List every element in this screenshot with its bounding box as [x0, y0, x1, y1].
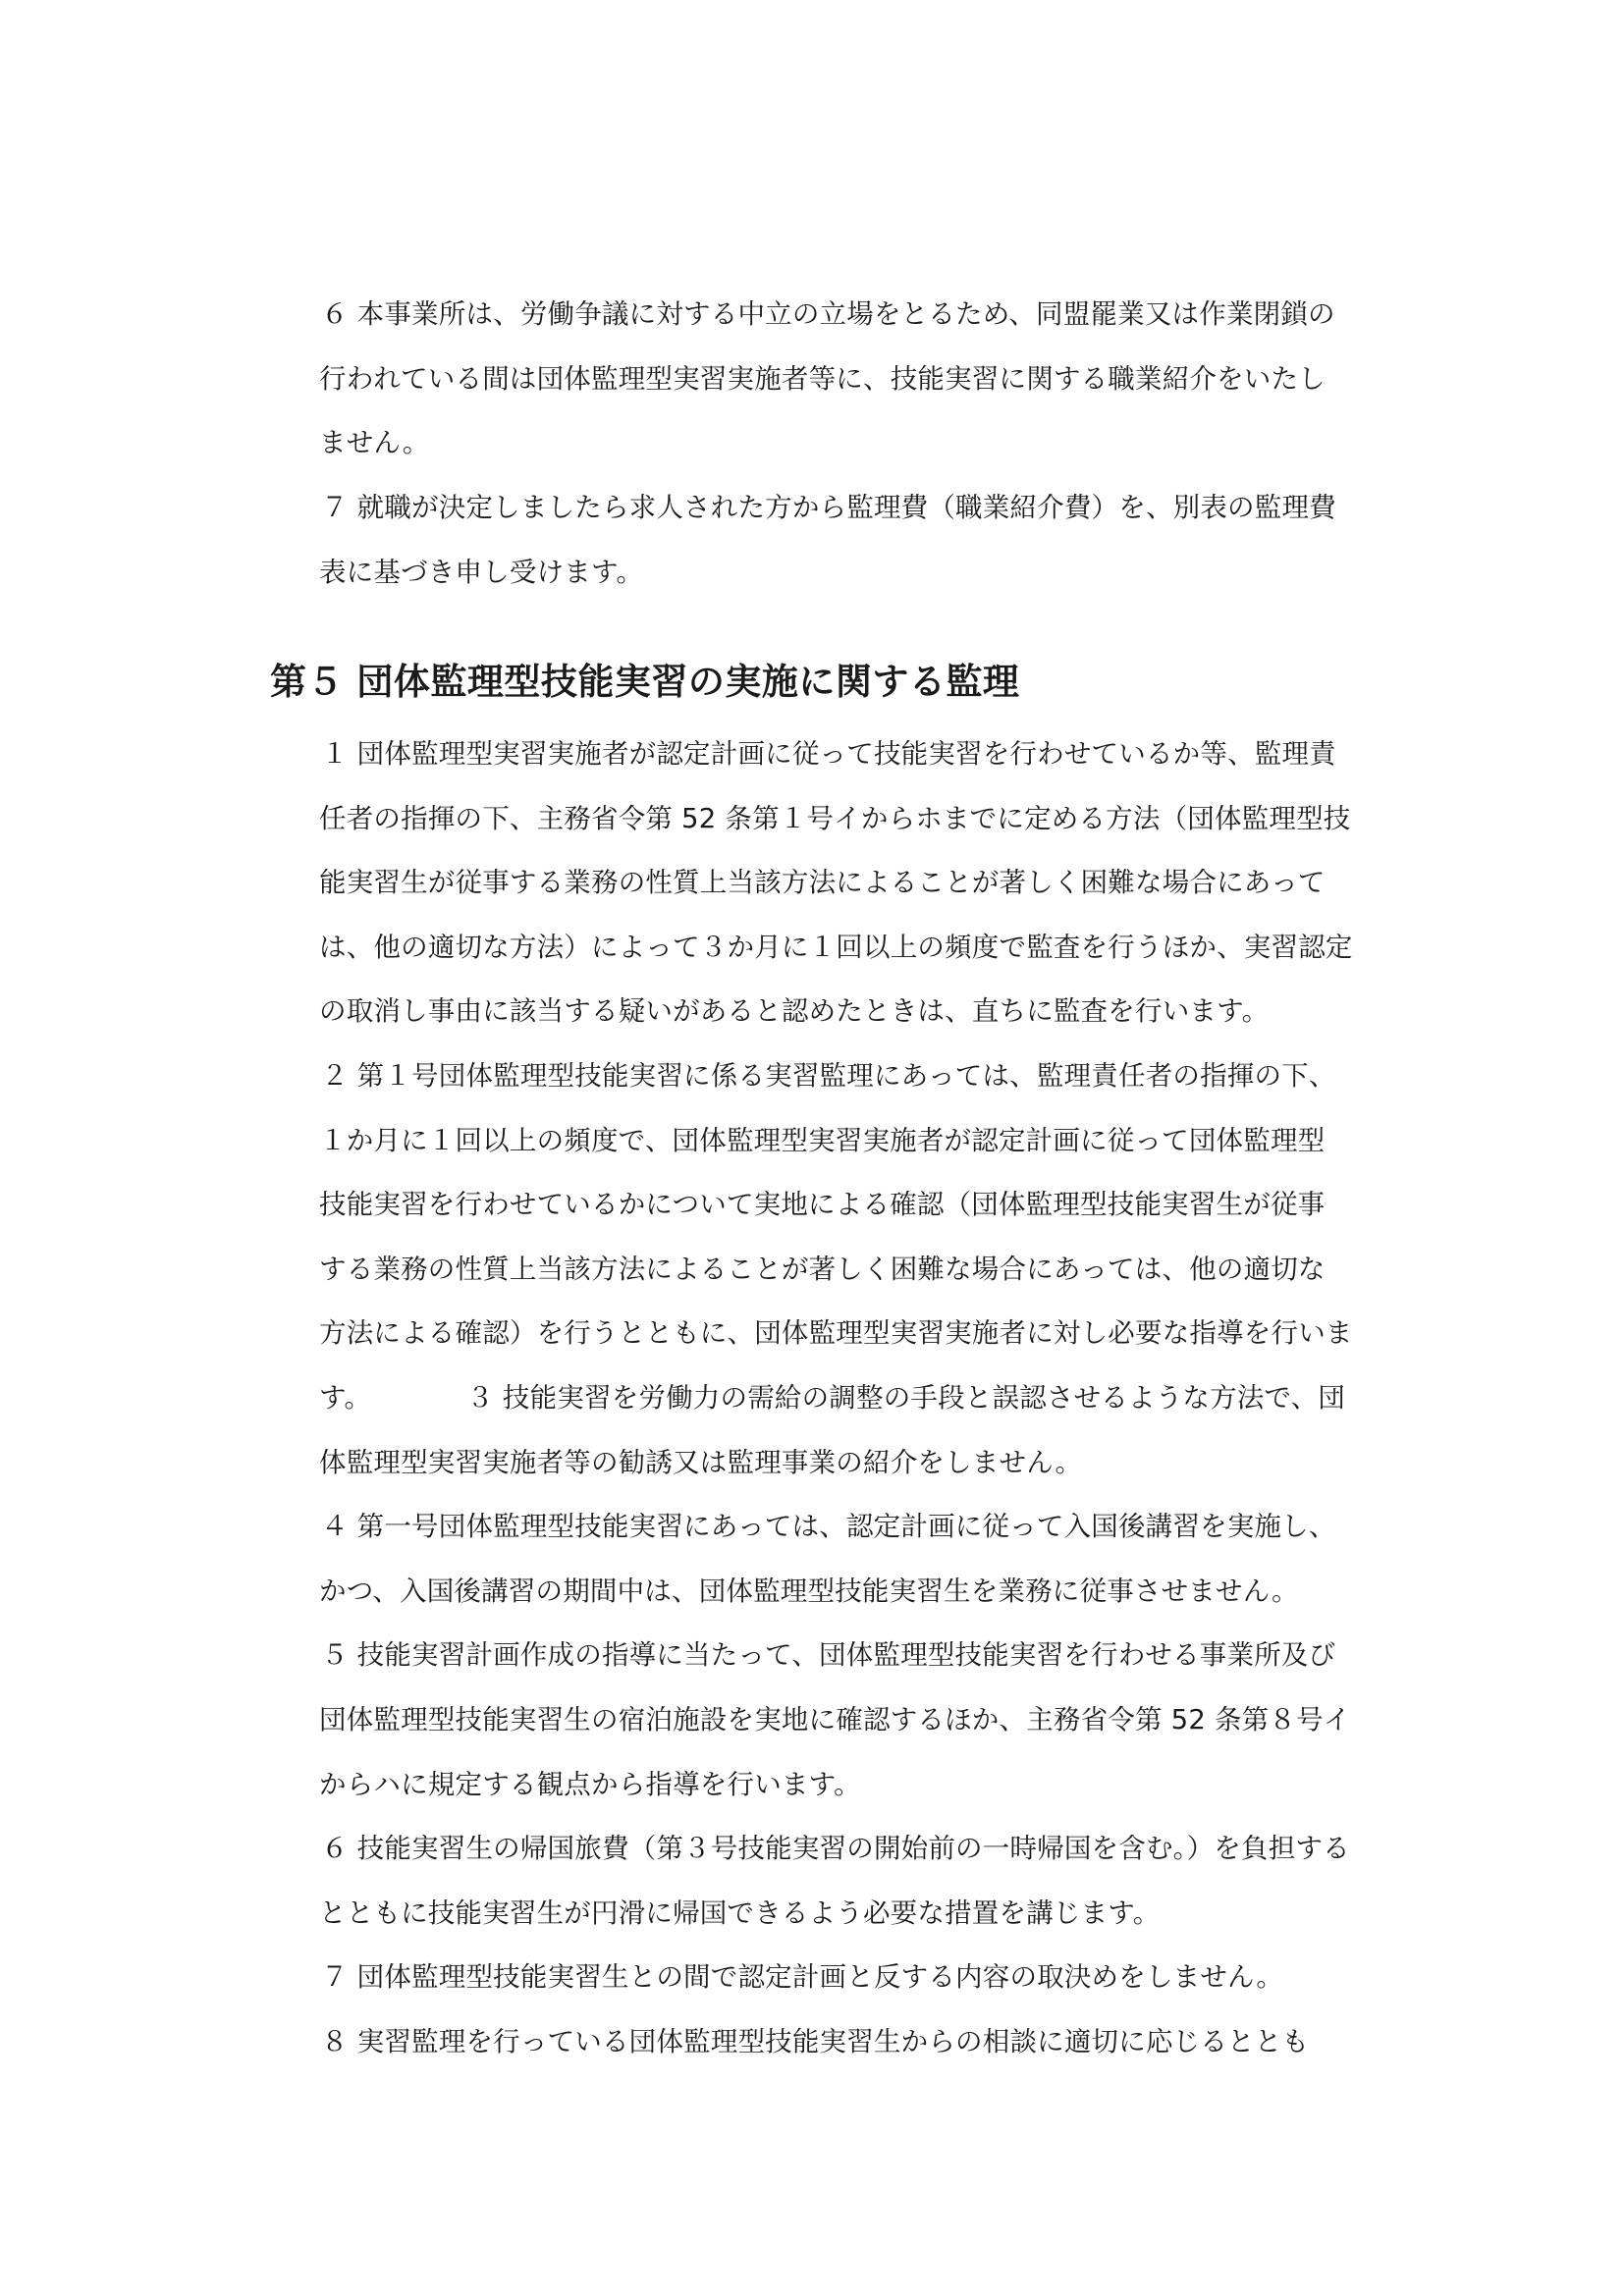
section5-line: する業務の性質上当該方法によることが著しく困難な場合にあっては、他の適切な: [319, 1253, 1326, 1285]
section5-body: [319, 722, 1404, 2074]
section5-line: は、他の適切な方法）によって３か月に１回以上の頻度で監査を行うほか、実習認定: [319, 931, 1353, 963]
section5-line: 体監理型実習実施者等の勧誘又は監理事業の紹介をしません。: [319, 1446, 1083, 1478]
section5-line: 任者の指揮の下、主務省令第 52 条第１号イからホまでに定める方法（団体監理型技: [319, 802, 1351, 834]
section4-item-6-line-2: 行われている間は団体監理型実習実施者等に、技能実習に関する職業紹介をいたし: [319, 362, 1326, 395]
section4-item-6-line-3: ません。: [319, 427, 430, 459]
section5-line: ８ 実習監理を行っている団体監理型技能実習生からの相談に適切に応じるととも: [321, 2025, 1310, 2057]
section5-line: ５ 技能実習計画作成の指導に当たって、団体監理型技能実習を行わせる事業所及び: [321, 1639, 1336, 1672]
section5-line: からハに規定する観点から指導を行います。: [319, 1768, 861, 1800]
section4-item-6: [319, 283, 1404, 476]
section5-line: 方法による確認）を行うとともに、団体監理型実習実施者に対し必要な指導を行いま: [319, 1317, 1353, 1350]
section4-item-7-line-1: ７ 就職が決定しましたら求人された方から監理費（職業紹介費）を、別表の監理費: [321, 492, 1336, 523]
section5-line: す。 ３ 技能実習を労働力の需給の調整の手段と誤認させるような方法で、団: [319, 1381, 1346, 1414]
section4-item-7: [319, 476, 1404, 605]
section5-line: ４ 第一号団体監理型技能実習にあっては、認定計画に従って入国後講習を実施し、: [321, 1511, 1336, 1543]
section5-line: 能実習生が従事する業務の性質上当該方法によることが著しく困難な場合にあって: [319, 867, 1326, 899]
section5-heading: 第５ 団体監理型技能実習の実施に関する監理: [270, 661, 1020, 703]
section5-line: 団体監理型技能実習生の宿泊施設を実地に確認するほか、主務省令第 52 条第８号イ: [319, 1703, 1351, 1735]
section5-line: 技能実習を行わせているかについて実地による確認（団体監理型技能実習生が従事: [319, 1189, 1326, 1221]
section5-line: ６ 技能実習生の帰国旅費（第３号技能実習の開始前の一時帰国を含む。）を負担する: [321, 1833, 1350, 1865]
section4-item-7-line-2: 表に基づき申し受けます。: [319, 556, 644, 588]
section5-line: １ 団体監理型実習実施者が認定計画に従って技能実習を行わせているか等、監理責: [321, 738, 1336, 770]
section5-line: ７ 団体監理型技能実習生との間で認定計画と反する内容の取決めをしません。: [321, 1961, 1284, 1994]
section5-line: １か月に１回以上の頻度で、団体監理型実習実施者が認定計画に従って団体監理型: [319, 1124, 1326, 1156]
section4-item-6-line-1: ６ 本事業所は、労働争議に対する中立の立場をとるため、同盟罷業又は作業閉鎖の: [321, 298, 1335, 330]
section5-line: かつ、入国後講習の期間中は、団体監理型技能実習生を業務に従事させません。: [319, 1575, 1299, 1607]
section5-line: の取消し事由に該当する疑いがあると認めたときは、直ちに監査を行います。: [319, 995, 1270, 1028]
section5-line: ２ 第１号団体監理型技能実習に係る実習監理にあっては、監理責任者の指揮の下、: [321, 1059, 1336, 1092]
section5-line: とともに技能実習生が円滑に帰国できるよう必要な措置を講じます。: [319, 1896, 1161, 1929]
